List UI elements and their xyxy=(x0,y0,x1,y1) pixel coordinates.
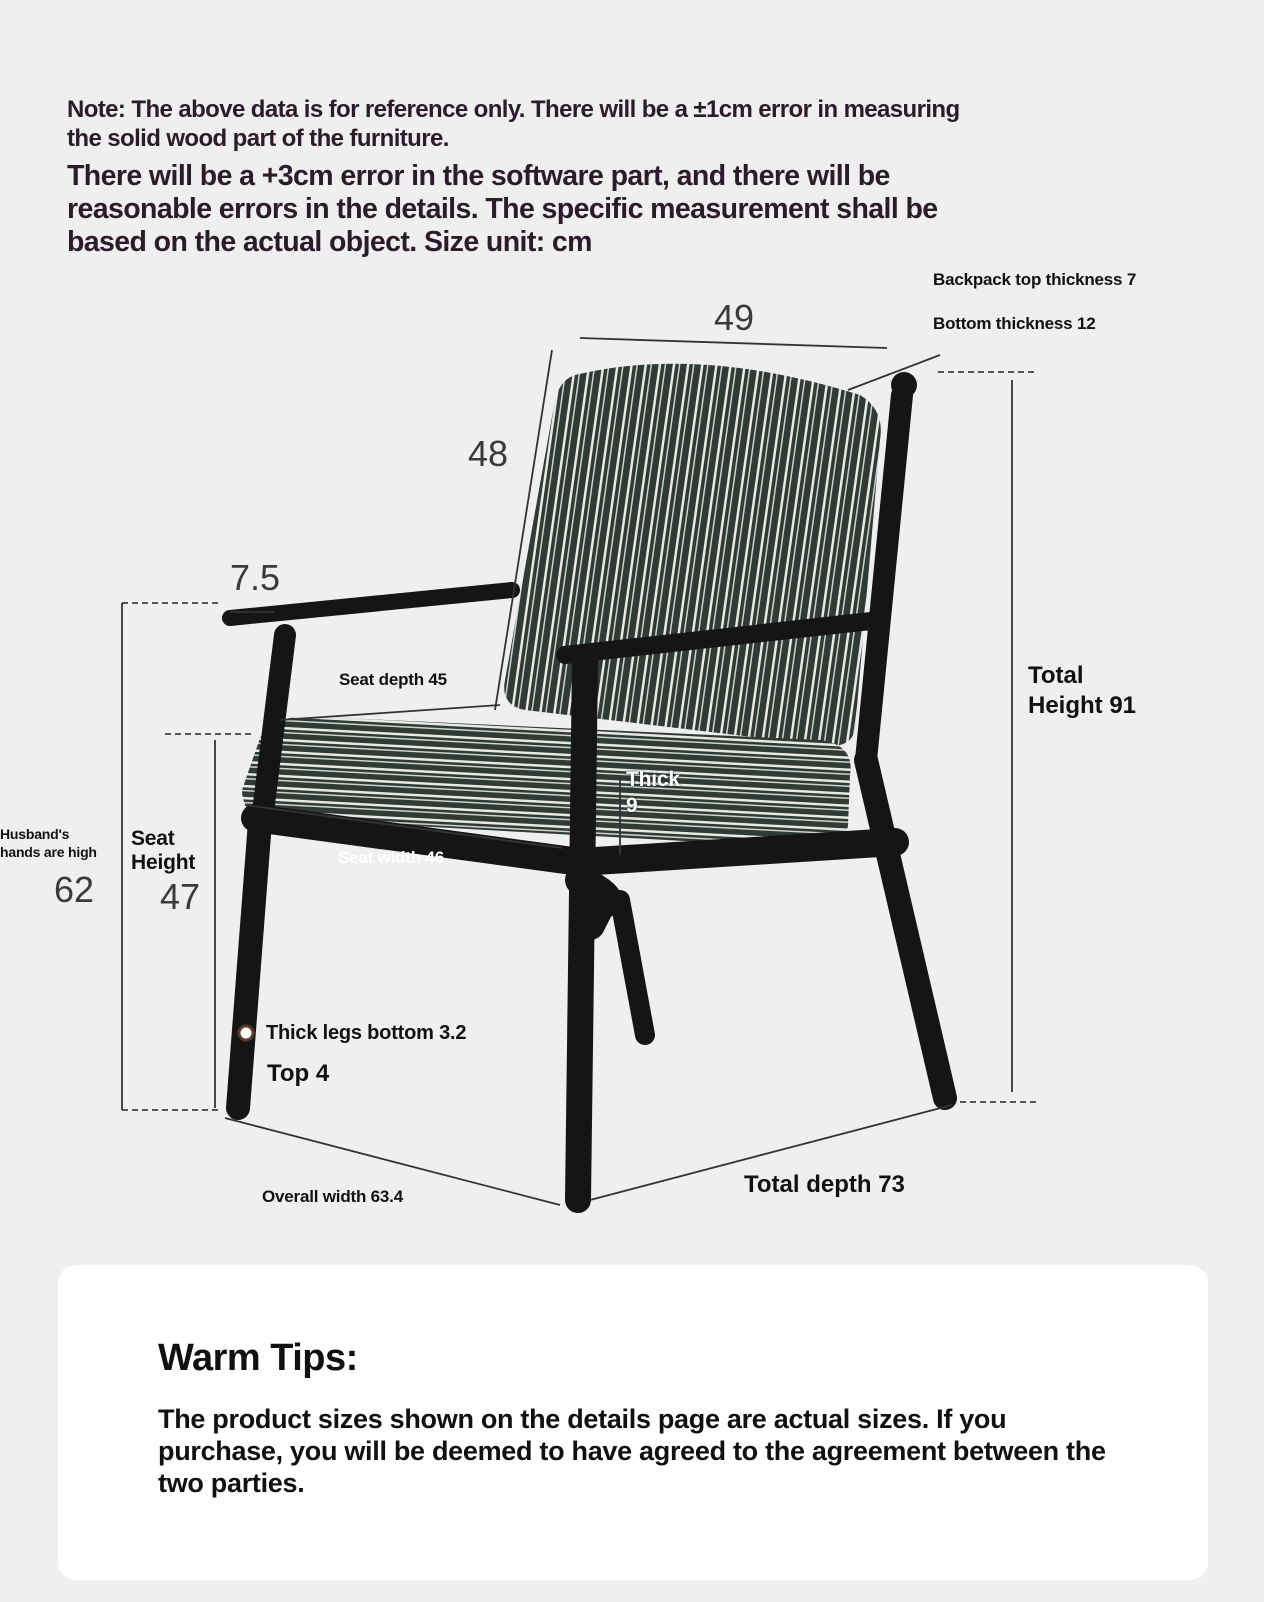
note-line-3: There will be a +3cm error in the software part, and there will be xyxy=(67,160,890,192)
label-arm-height-62: 62 xyxy=(54,869,95,910)
label-legs-top: Top 4 xyxy=(267,1060,330,1087)
label-seat-depth: Seat depth 45 xyxy=(339,670,447,689)
label-seat-height-1: Seat xyxy=(131,827,175,850)
label-backpack-top: Backpack top thickness 7 xyxy=(933,270,1137,289)
label-total-depth: Total depth 73 xyxy=(744,1171,905,1198)
warm-tips-title: Warm Tips: xyxy=(158,1337,358,1379)
label-overall-width: Overall width 63.4 xyxy=(262,1187,403,1206)
leg-marker-icon xyxy=(239,1026,253,1040)
label-seat-height-2: Height xyxy=(131,851,196,874)
warm-tips-card xyxy=(58,1265,1208,1580)
warm-tips-body: The product sizes shown on the details page are actual sizes. If you purchase, you will be deemed to have agreed to the agreement between the two parties. xyxy=(158,1404,1106,1498)
label-width-49: 49 xyxy=(714,297,755,338)
label-height-48: 48 xyxy=(468,433,509,474)
label-seat-height-47: 47 xyxy=(160,876,201,917)
note-line-1: Note: The above data is for reference only. There will be a ±1cm error in measuring xyxy=(67,96,960,123)
label-thick-2: 9 xyxy=(626,794,638,817)
label-husband-2: hands are high xyxy=(0,844,97,860)
label-bottom-thickness: Bottom thickness 12 xyxy=(933,314,1096,333)
label-total-height-2: Height 91 xyxy=(1028,692,1137,719)
label-legs-bottom: Thick legs bottom 3.2 xyxy=(266,1022,467,1044)
label-total-height-1: Total xyxy=(1028,662,1084,689)
note-line-2: the solid wood part of the furniture. xyxy=(67,125,449,152)
note-line-5: based on the actual object. Size unit: cm xyxy=(67,226,592,258)
label-thick-1: Thick xyxy=(626,768,680,791)
label-husband-1: Husband's xyxy=(0,826,70,842)
label-seat-width: Seat width 46 xyxy=(338,848,445,867)
back-cushion xyxy=(504,364,881,746)
label-arm-7-5: 7.5 xyxy=(230,557,281,598)
note-line-4: reasonable errors in the details. The specific measurement shall be xyxy=(67,193,938,225)
